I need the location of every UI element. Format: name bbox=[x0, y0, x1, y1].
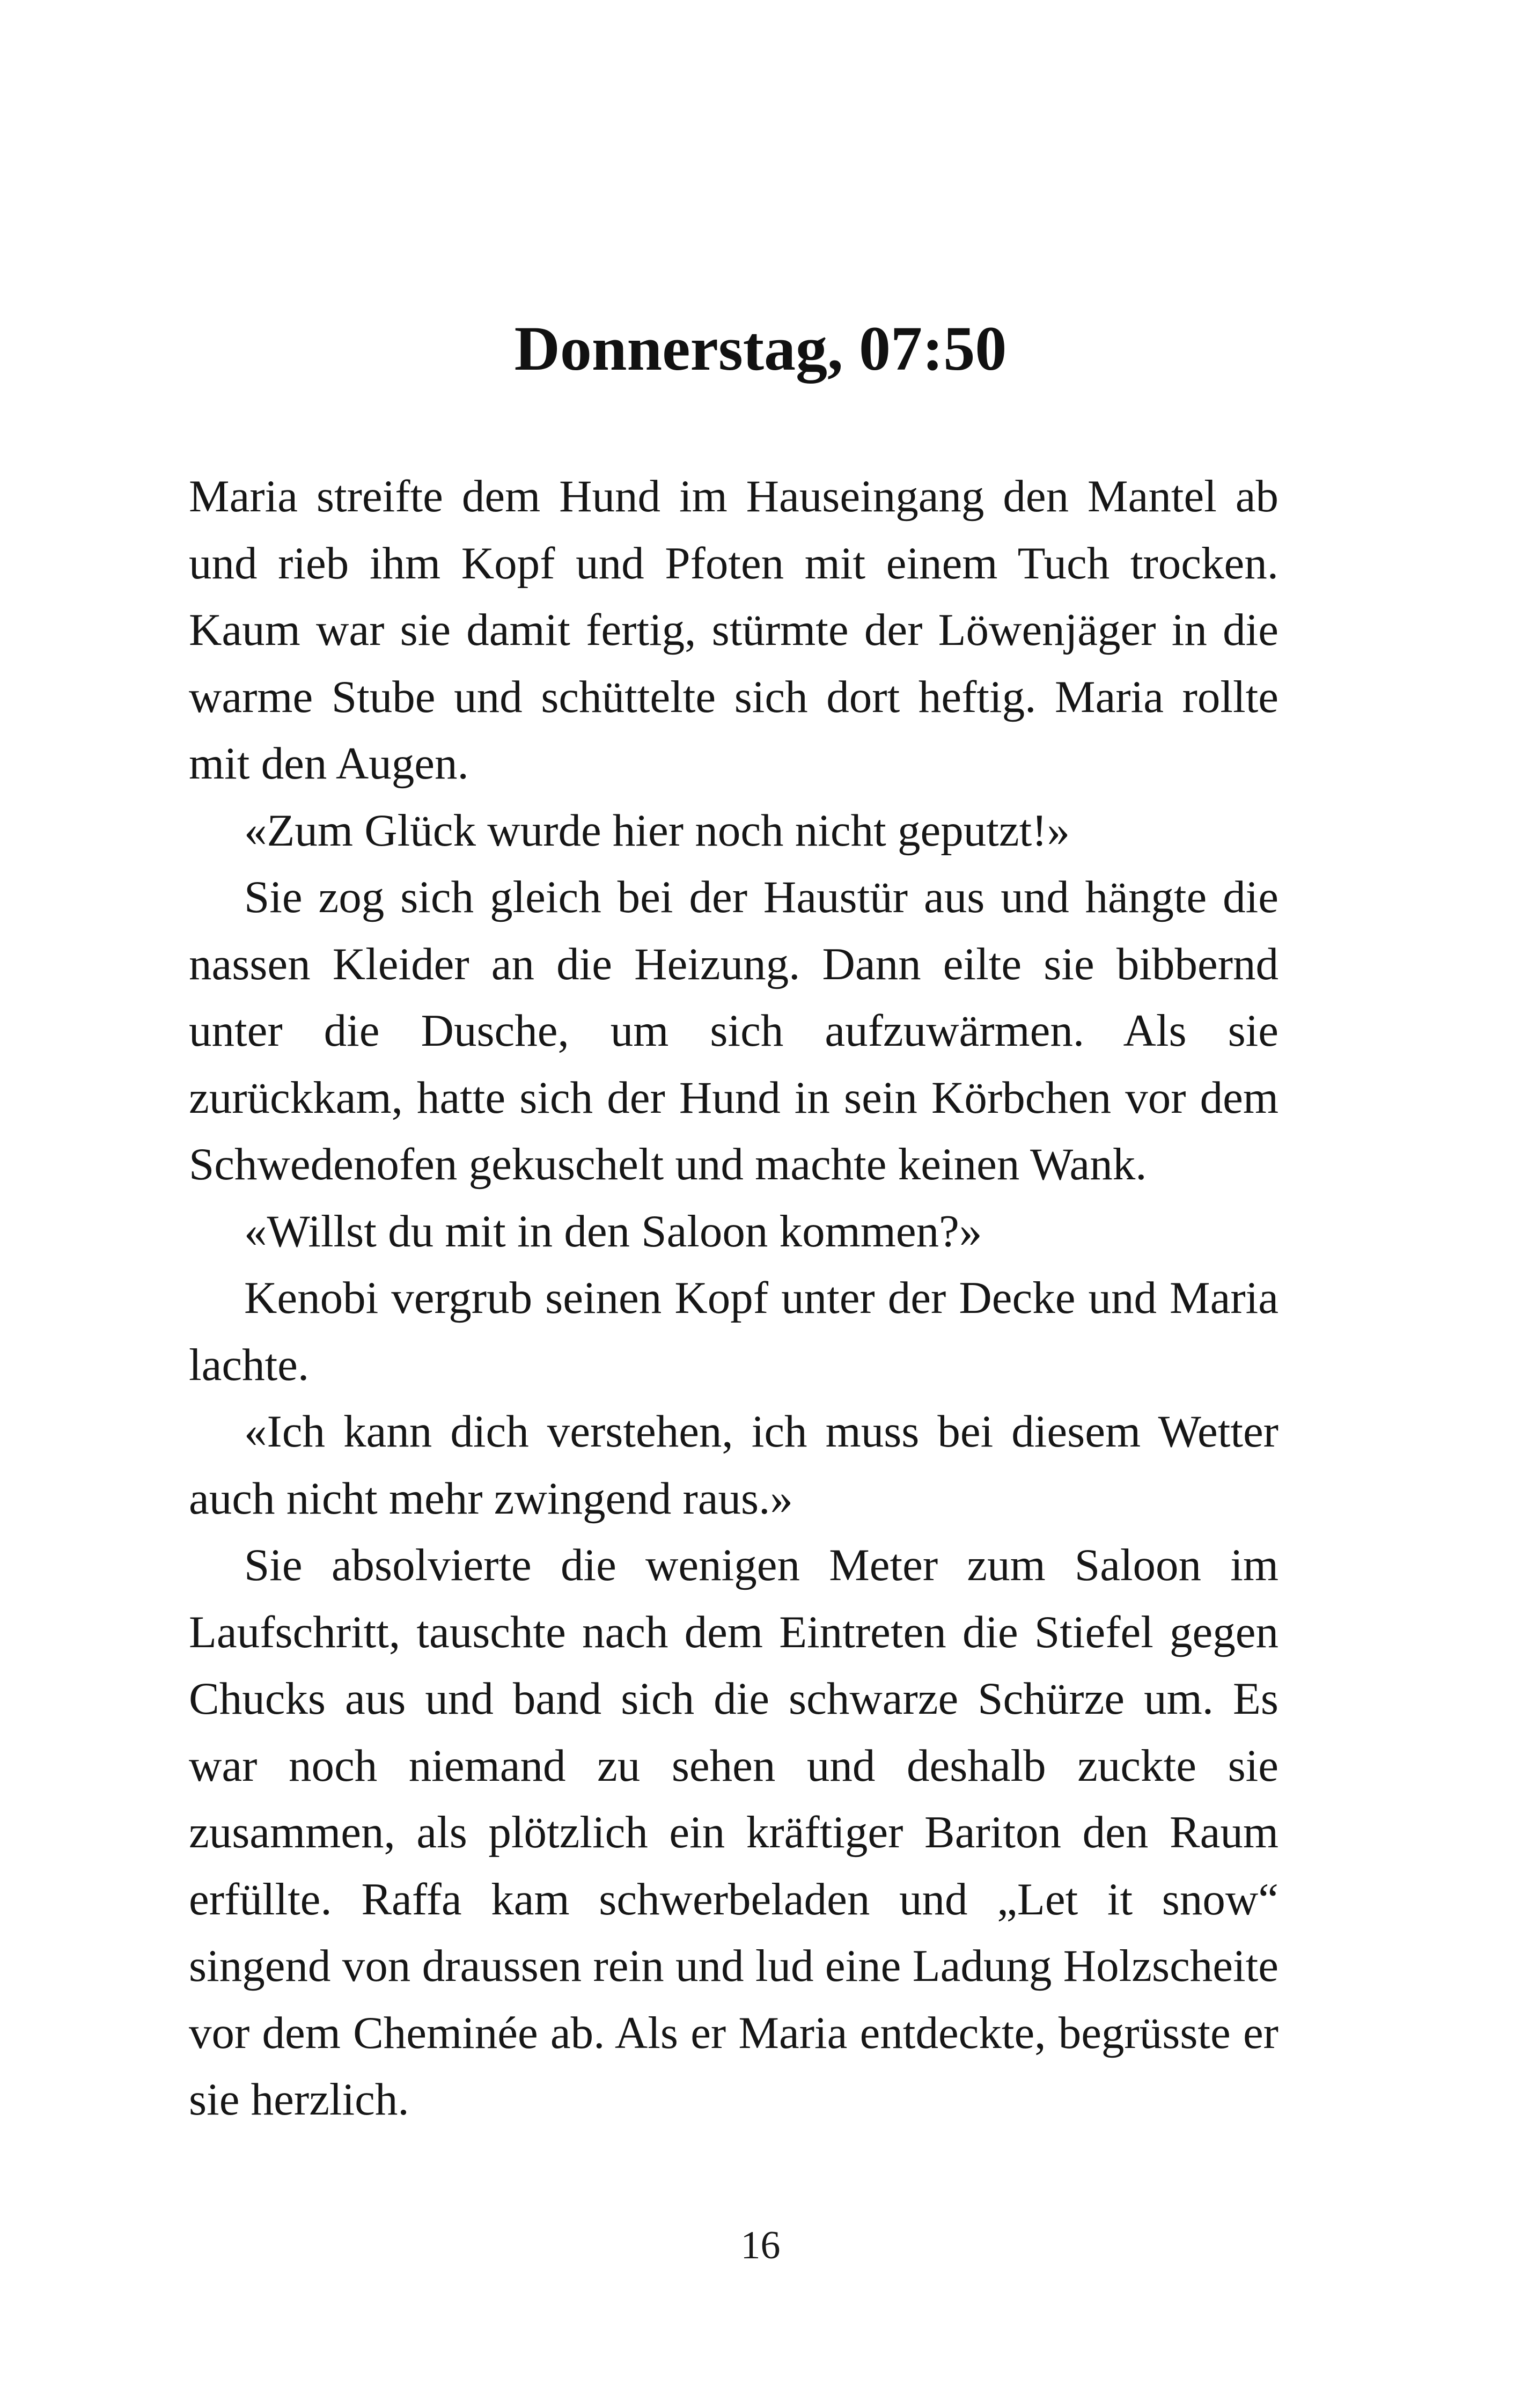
chapter-title: Donnerstag, 07:50 bbox=[514, 313, 1007, 384]
paragraph: Sie zog sich gleich bei der Haustür aus und hängte die nassen Kleider an die Heizung. Dann eilte sie bibbernd unter die Dusche, um sich aufzuwärmen. Als sie zurückkam, hatte sich der Hund in sein Körbchen vor dem Schwedenofen gekuschelt und machte keinen Wank. bbox=[189, 872, 1278, 1190]
paragraph: Sie absolvierte die wenigen Meter zum Saloon im Laufschritt, tauschte nach dem Eintreten die Stiefel gegen Chucks aus und band sich die schwarze Schürze um. Es war noch niemand zu sehen und deshalb zuckte sie zusammen, als plötzlich ein kräftiger Bariton den Raum erfüllte. Raffa kam schwerbeladen und „Let it snow“ singend von draussen rein und lud eine Ladung Holzscheite vor dem Cheminée ab. Als er Maria entdeckte, begrüsste er sie herzlich. bbox=[189, 1540, 1278, 2125]
paragraph: Maria streifte dem Hund im Hauseingang den Mantel ab und rieb ihm Kopf und Pfoten mit einem Tuch trocken. Kaum war sie damit fertig, stürmte der Löwenjäger in die warme Stube und schüttelte sich dort heftig. Maria rollte mit den Augen. bbox=[189, 471, 1278, 789]
page-number: 16 bbox=[740, 2223, 781, 2267]
paragraph: «Zum Glück wurde hier noch nicht geputzt!» bbox=[244, 805, 1070, 856]
paragraph: «Ich kann dich verstehen, ich muss bei diesem Wetter auch nicht mehr zwingend raus.» bbox=[189, 1406, 1278, 1524]
body-text bbox=[189, 463, 1278, 2133]
paragraph: Kenobi vergrub seinen Kopf unter der Decke und Maria lachte. bbox=[189, 1273, 1278, 1390]
paragraph: «Willst du mit in den Saloon kommen?» bbox=[244, 1206, 982, 1257]
